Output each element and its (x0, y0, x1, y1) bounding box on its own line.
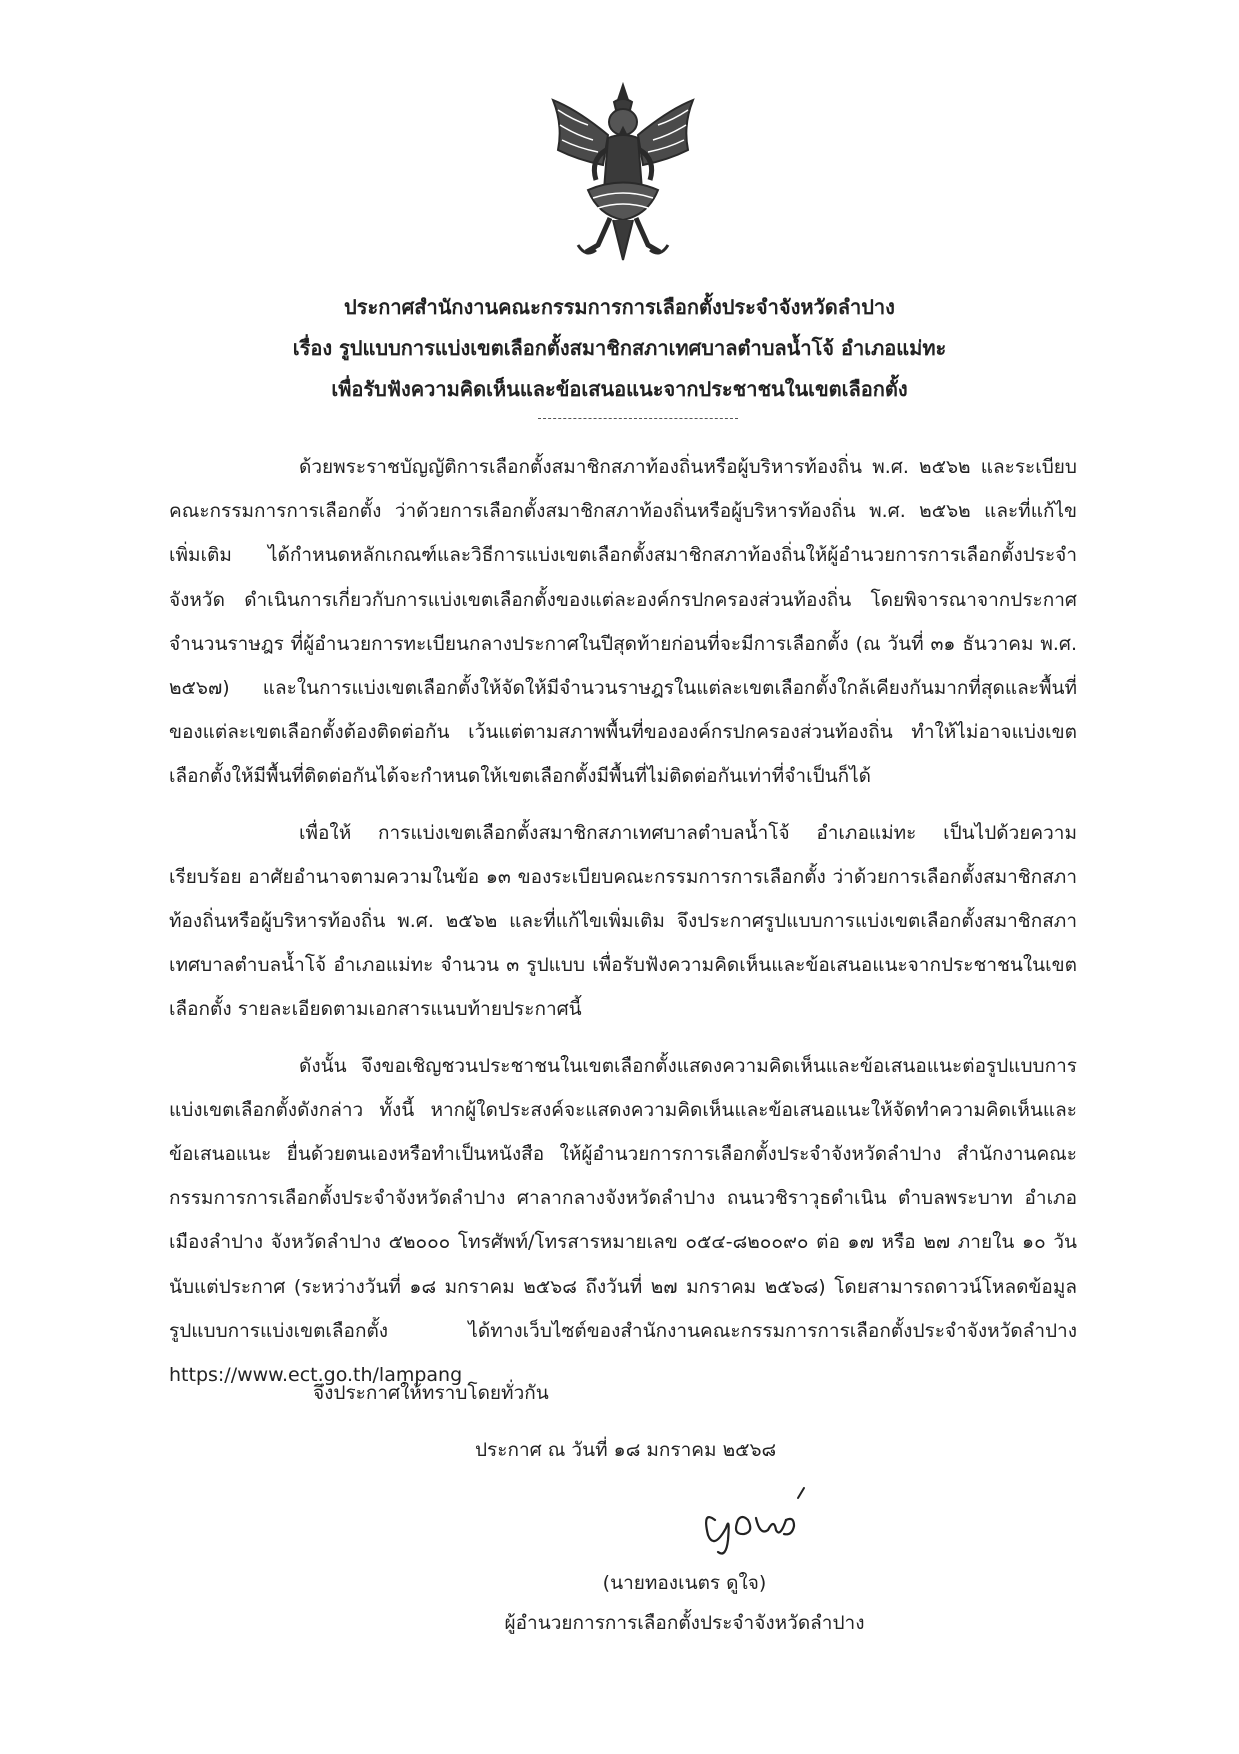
signer-name: (นายทองเนตร ดูใจ) (602, 1572, 767, 1594)
handwritten-signature-icon (690, 1480, 820, 1560)
announcement-subject: เรื่อง รูปแบบการแบ่งเขตเลือกตั้งสมาชิกสภาเทศบาลตำบลน้ำโจ้ อำเภอแม่ทะ (292, 336, 947, 360)
body-paragraph-1: ด้วยพระราชบัญญัติการเลือกตั้งสมาชิกสภาท้องถิ่นหรือผู้บริหารท้องถิ่น พ.ศ. ๒๕๖๒ และระเบียบคณะกรรมการการเลือกตั้ง ว่าด้วยการเลือกตั้งสมาชิกสภาท้องถิ่นหรือผู้บริหารท้องถิ่น พ.ศ. ๒๕๖๒ และที่แก้ไขเพิ่มเติม ได้กำหนดหลักเกณฑ์และวิธีการแบ่งเขตเลือกตั้งสมาชิกสภาท้องถิ่นให้ผู้อำนวยการการเลือกตั้งประจำจังหวัด ดำเนินการเกี่ยวกับการแบ่งเขตเลือกตั้งของแต่ละองค์กรปกครองส่วนท้องถิ่น โดยพิจารณาจากประกาศจำนวนราษฎร ที่ผู้อำนวยการทะเบียนกลางประกาศในปีสุดท้ายก่อนที่จะมีการเลือกตั้ง (ณ วันที่ ๓๑ ธันวาคม พ.ศ. ๒๕๖๗) และในการแบ่งเขตเลือกตั้งให้จัดให้มีจำนวนราษฎรในแต่ละเขตเลือกตั้งใกล้เคียงกันมากที่สุดและพื้นที่ของแต่ละเขตเลือกตั้งต้องติดต่อกัน เว้นแต่ตามสภาพพื้นที่ขององค์กรปกครองส่วนท้องถิ่น ทำให้ไม่อาจแบ่งเขตเลือกตั้งให้มีพื้นที่ติดต่อกันได้จะกำหนดให้เขตเลือกตั้งมีพื้นที่ไม่ติดต่อกันเท่าที่จำเป็นก็ได้ (169, 456, 1077, 788)
announcement-title: ประกาศสำนักงานคณะกรรมการการเลือกตั้งประจำจังหวัดลำปาง (344, 295, 895, 319)
announcement-date: ประกาศ ณ วันที่ ๑๘ มกราคม ๒๕๖๘ (475, 1439, 777, 1461)
body-paragraph-3: ดังนั้น จึงขอเชิญชวนประชาชนในเขตเลือกตั้งแสดงความคิดเห็นและข้อเสนอแนะต่อรูปแบบการแบ่งเขตเลือกตั้งดังกล่าว ทั้งนี้ หากผู้ใดประสงค์จะแสดงความคิดเห็นและข้อเสนอแนะให้จัดทำความคิดเห็นและข้อเสนอแนะ ยื่นด้วยตนเองหรือทำเป็นหนังสือ ให้ผู้อำนวยการการเลือกตั้งประจำจังหวัดลำปาง สำนักงานคณะกรรมการการเลือกตั้งประจำจังหวัดลำปาง ศาลากลางจังหวัดลำปาง ถนนวชิราวุธดำเนิน ตำบลพระบาท อำเภอเมืองลำปาง จังหวัดลำปาง ๕๒๐๐๐ โทรศัพท์/โทรสารหมายเลข ๐๕๔-๘๒๐๐๙๐ ต่อ ๑๗ หรือ ๒๗ ภายใน ๑๐ วันนับแต่ประกาศ (ระหว่างวันที่ ๑๘ มกราคม ๒๕๖๘ ถึงวันที่ ๒๗ มกราคม ๒๕๖๘) โดยสามารถดาวน์โหลดข้อมูลรูปแบบการแบ่งเขตเลือกตั้ง ได้ทางเว็บไซต์ของสำนักงานคณะกรรมการการเลือกตั้งประจำจังหวัดลำปาง https://www.ect.go.th/lampang (169, 1054, 1077, 1387)
announcement-body (169, 445, 1077, 1409)
divider-line (538, 418, 738, 419)
closing-statement: จึงประกาศให้ทราบโดยทั่วกัน (313, 1382, 549, 1404)
announcement-subject-continued: เพื่อรับฟังความคิดเห็นและข้อเสนอแนะจากประชาชนในเขตเลือกตั้ง (331, 377, 908, 401)
body-paragraph-2: เพื่อให้ การแบ่งเขตเลือกตั้งสมาชิกสภาเทศบาลตำบลน้ำโจ้ อำเภอแม่ทะ เป็นไปด้วยความเรียบร้อย อาศัยอำนาจตามความในข้อ ๑๓ ของระเบียบคณะกรรมการการเลือกตั้ง ว่าด้วยการเลือกตั้งสมาชิกสภาท้องถิ่นหรือผู้บริหารท้องถิ่น พ.ศ. ๒๕๖๒ และที่แก้ไขเพิ่มเติม จึงประกาศรูปแบบการแบ่งเขตเลือกตั้งสมาชิกสภาเทศบาลตำบลน้ำโจ้ อำเภอแม่ทะ จำนวน ๓ รูปแบบ เพื่อรับฟังความคิดเห็นและข้อเสนอแนะจากประชาชนในเขตเลือกตั้ง รายละเอียดตามเอกสารแนบท้ายประกาศนี้ (169, 821, 1077, 1021)
garuda-emblem-icon (548, 80, 698, 270)
signer-position: ผู้อำนวยการการเลือกตั้งประจำจังหวัดลำปาง (504, 1612, 865, 1634)
